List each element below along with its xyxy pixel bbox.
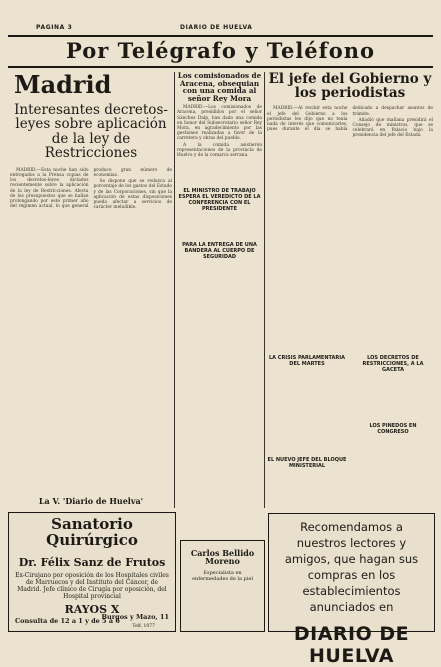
jefe-paragraph: MADRID.—Al recibir esta noche el jefe del Gobierno a los periodistas les dijo que no tenía nada de interés que comunicarles, pues durante el día se había dedicado a despachar asuntos de trámite. bbox=[267, 106, 433, 133]
carlos-description: Especialista en enfermedades de la piel bbox=[192, 569, 253, 582]
page-number: PAGINA 3 bbox=[36, 24, 73, 31]
sanatorio-title: Sanatorio Quirúrgico bbox=[46, 515, 138, 549]
madrid-signature: La V. 'Diario de Huelva' bbox=[38, 496, 144, 506]
doctor-name: Dr. Félix Sanz de Frutos bbox=[18, 555, 166, 569]
trabajo-title: EL MINISTRO DE TRABAJO ESPERA EL VEREDICTO DE LA CONFERENCIA CON EL PRESIDENTE bbox=[178, 188, 261, 213]
banner-rule bbox=[8, 66, 433, 68]
sanatorio-address: Burgos y Mazo, 11 bbox=[101, 613, 169, 621]
newspaper-name: DIARIO DE HUELVA bbox=[180, 24, 253, 31]
consulta-hours: Consulta de 12 a 1 y de 5 a 6 bbox=[15, 617, 120, 625]
jefe-paragraph: Añadió que mañana presidirá el Consejo de ministros, que se celebrará en Palacio bajo la presidencia del jefe del Estado. bbox=[352, 117, 433, 139]
decretos-title: LOS DECRETOS DE RESTRICCIONES, A LA GACETA bbox=[362, 355, 424, 373]
aracena-paragraph: A la comida asistieron representaciones de la provincia de Huelva y de la comarca serrana. bbox=[177, 142, 262, 159]
parl-title: LA CRISIS PARLAMENTARIA DEL MARTES bbox=[268, 355, 345, 367]
page-header bbox=[8, 22, 433, 34]
aracena-title: Los comisionados de Aracena, obsequian con una comida al señor Rey Mora bbox=[177, 71, 262, 103]
madrid-paragraph: MADRID.—Esta noche han sido entregados a la Prensa copias de los decretos-leyes dictados recientemente sobre la aplicación de la ley de Restricciones. Afecta de los presupuestos que se hallan prolongando por este primer año del régimen actual, lo que general produce gran número de economías. bbox=[10, 167, 172, 210]
pinedo-title: LOS PINEDOS EN CONGRESO bbox=[369, 423, 417, 435]
jefe-column bbox=[267, 72, 433, 508]
doctor-description: Ex-Cirujano por oposición de los Hospitales civiles de Marruecos y del Instituto del Cáncer, de Madrid. Jefe clínico de Cirugía por oposición, del Hospital provincial bbox=[15, 572, 169, 601]
section-banner: Por Telégrafo y Teléfono bbox=[66, 38, 375, 63]
aracena-paragraph: MADRID.—Los comisionados de Aracena, presididos por el señor Sánchez Dalp, han dado una comida en honor del Subsecretario señor Rey Mora, en agradecimiento por las gestiones realizadas a favor de la carretera y obras del pueblo. bbox=[177, 105, 262, 142]
top-rule bbox=[8, 35, 433, 37]
carlos-ad bbox=[180, 540, 265, 632]
jefe-title: El jefe del Gobierno y los periodistas bbox=[268, 71, 432, 102]
entrega-title: PARA LA ENTREGA DE UNA BANDERA AL CUERPO DE SEGURIDAD bbox=[182, 242, 257, 261]
sanatorio-ad bbox=[8, 512, 176, 632]
aracena-column bbox=[177, 72, 262, 572]
column-divider bbox=[174, 72, 175, 508]
madrid-heading: Madrid bbox=[14, 70, 112, 99]
madrid-column bbox=[10, 72, 172, 508]
column-divider bbox=[264, 72, 265, 508]
diario-logo: DIARIO DE HUELVA bbox=[293, 623, 410, 667]
rayos-x: RAYOS X bbox=[64, 603, 120, 617]
bloque-title: EL NUEVO JEFE DEL BLOQUE MINISTERIAL bbox=[267, 457, 347, 469]
jefe-body bbox=[267, 106, 433, 346]
madrid-title: Interesantes decretos-leyes sobre aplicación de la ley de Restricciones bbox=[14, 102, 168, 161]
madrid-body bbox=[10, 168, 172, 468]
carlos-name: Carlos Bellido Moreno bbox=[190, 548, 255, 567]
sanatorio-telephone: Telf. 1077 bbox=[132, 624, 155, 629]
recommend-ad bbox=[268, 513, 435, 667]
recommend-text: Recomendamos a nuestros lectores y amigos, que hagan sus compras en los establecimientos anunciados en bbox=[284, 520, 419, 614]
madrid-paragraph: Se dispone que se reduzca al porcentaje de los gastos del Estado y de las Corporaciones, sin que la aplicación de estas disposiciones pueda afectar a servicios de carácter ineludible. bbox=[93, 179, 172, 211]
aracena-body bbox=[177, 105, 262, 158]
